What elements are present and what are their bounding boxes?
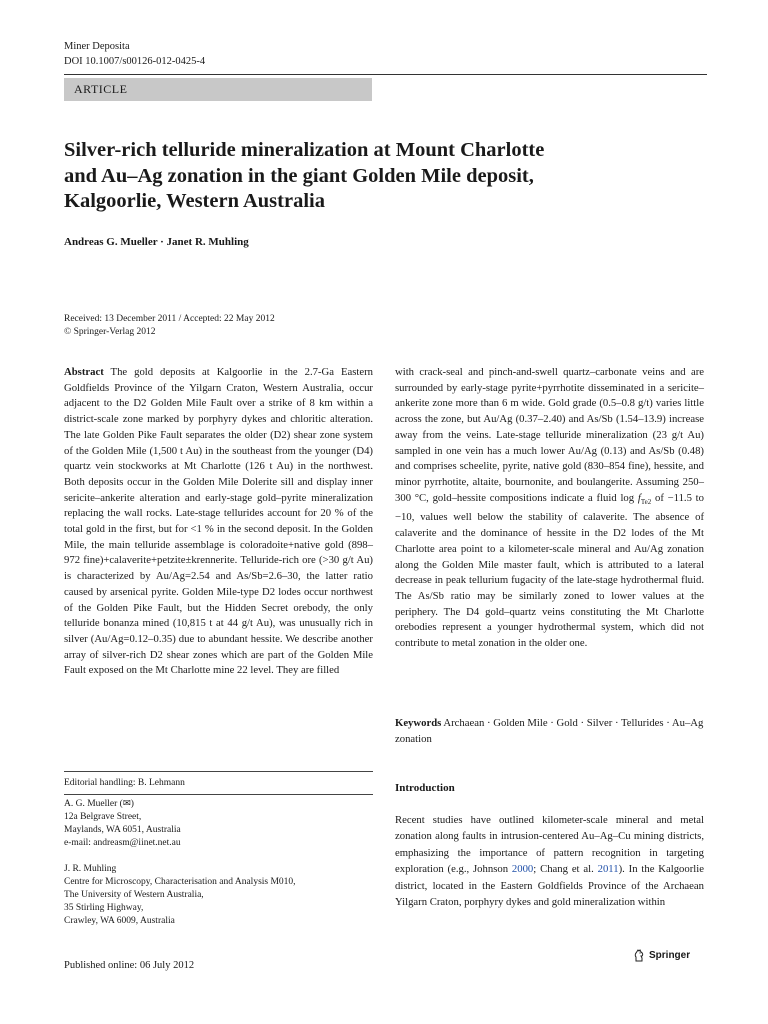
article-type-label: ARTICLE — [74, 82, 128, 96]
journal-name: Miner Deposita — [64, 41, 130, 52]
author1-email[interactable]: e-mail: andreasm@iinet.net.au — [64, 838, 181, 848]
author1-name: A. G. Mueller (✉) — [64, 799, 134, 809]
keywords-label: Keywords — [395, 717, 442, 729]
citation-link-johnson[interactable]: 2000 — [511, 863, 534, 876]
author-list: Andreas G. Mueller · Janet R. Muhling — [64, 236, 249, 248]
introduction-heading: Introduction — [395, 782, 455, 794]
abstract-text-left: The gold deposits at Kalgoorlie in the 2.7-Ga Eastern Goldfields Province of the Yilgarn Craton, Western Australia, occur adjacent to the D2 Golden Mile Fault over a strike of 8 km within a district-scale zone marked by porphyry dykes and chloritic alteration. The late Golden Pike Fault separates the older (D2) shear zone system of the Golden Mile (1,500 t Au) in the southeast from the younger (D4) quartz vein stockworks at Mt Charlotte (126 t Au) in the northwest. Both deposits occur in the Golden Mile Dolerite sill and display inner sericite–ankerite alteration and early-stage gold–pyrite mineralization replacing the wall rocks. Late-stage tellurides account for 20 % of the total gold in the first, but for <1 % in the second deposit. In the Golden Mile, the main telluride assemblage is coloradoite+native gold (898–972 fine)+calaverite+petzite±krennerite. Telluride-rich ore (>30 g/t Au) is characterized by Au/Ag=2.54 and As/Sb=2.6–30, the latter ratio caused by arsenical pyrite. Golden Mile-type D2 lodes occur northwest of the Golden Pike Fault, but the Hidden Secret orebody, the only telluride bonanza mined (10,815 t at 44 g/t Au), was unusually rich in silver (Au/Ag=0.12–0.35) due to abundant hessite. We describe another array of silver-rich D2 shear zones which are part of the Golden Mile Fault exposed on the Mt Charlotte mine 22 level. They are filled — [64, 366, 373, 677]
author1-city: Maylands, WA 6051, Australia — [64, 825, 181, 835]
author2-city: Crawley, WA 6009, Australia — [64, 916, 175, 926]
springer-knight-icon — [632, 948, 646, 962]
author1-address — [64, 798, 181, 850]
publisher-name: Springer — [649, 949, 691, 961]
doi[interactable]: DOI 10.1007/s00126-012-0425-4 — [64, 56, 206, 67]
abstract-right-column — [395, 365, 704, 652]
intro-text-3: ). In the Kalgoorlie district, located in the Eastern Goldfields Province of the Archaean Yilgarn Craton, porphyry dykes and gold mineralization within — [395, 863, 704, 909]
copyright: © Springer-Verlag 2012 — [64, 327, 156, 337]
abstract-left-column — [64, 365, 373, 679]
author2-university: The University of Western Australia, — [64, 890, 204, 900]
fugacity-subscript: Te2 — [640, 497, 652, 506]
editorial-handling: Editorial handling: B. Lehmann — [64, 778, 185, 788]
journal-header — [64, 39, 205, 69]
author1-street: 12a Belgrave Street, — [64, 812, 142, 822]
paper-title — [64, 138, 684, 215]
footnote-rule — [64, 771, 373, 772]
publication-dates — [64, 313, 275, 339]
intro-text-2: ; Chang et al. — [533, 863, 598, 876]
introduction-text — [395, 812, 704, 910]
author2-address — [64, 863, 296, 928]
affiliation-rule — [64, 794, 373, 795]
abstract-label: Abstract — [64, 366, 104, 378]
article-type-band — [64, 78, 372, 101]
author2-name: J. R. Muhling — [64, 864, 117, 874]
title-line-1: Silver-rich telluride mineralization at Mount Charlotte — [64, 139, 545, 161]
title-line-3: Kalgoorlie, Western Australia — [64, 190, 325, 212]
citation-link-chang[interactable]: 2011 — [597, 863, 619, 876]
abstract-text-right-1: with crack-seal and pinch-and-swell quartz–carbonate veins and are surrounded by early-stage pyrite+pyrrhotite disseminated in a sericite–ankerite zone more than 6 m wide. Gold grade (0.5–0.8 g/t) varies little across the zone, but Au/Ag (0.37–2.40) and As/Sb (1.54–13.9) increase away from the veins. Late-stage telluride mineralization (23 g/t Au) sampled in one vein has a much lower Au/Ag (0.13) and As/Sb (0.48) and comprises scheelite, pyrite, native gold (830–854 fine), hessite, and minor pyrrhotite, altaite, bournonite, and boulangerite. Assuming 250–300 °C, gold–hessite compositions indicate a fluid log — [395, 366, 704, 504]
keywords — [395, 715, 704, 747]
fugacity-symbol: f — [637, 491, 641, 504]
intro-text-1: Recent studies have outlined kilometer-scale mineral and metal zonation along faults in intrusion-centered Au–Ag–Cu mining districts, emphasizing the importance of pattern recognition in targeting exploration (e.g., Johnson — [395, 814, 704, 876]
received-accepted: Received: 13 December 2011 / Accepted: 22 May 2012 — [64, 314, 275, 324]
author2-street: 35 Stirling Highway, — [64, 903, 144, 913]
title-line-2: and Au–Ag zonation in the giant Golden Mile deposit, — [64, 164, 534, 187]
header-rule — [64, 74, 707, 75]
published-online: Published online: 06 July 2012 — [64, 960, 195, 971]
abstract-text-right-2: of −11.5 to −10, values well below the stability of calaverite. The absence of calaverite and the dominance of hessite in the D2 lodes of the Mt Charlotte area point to a kilometer-scale mineral and Au/Ag zonation along the Golden Mile master fault, which is attributed to a lateral decrease in peak tellurium fugacity of the late-stage hydrothermal fluid. The As/Sb ratio may be similarly zoned to lower values at the periphery. The D4 gold–quartz veins constituting the Mt Charlotte orebodies represent a younger hydrothermal system, which did not contribute to metal zonation in the older one. — [395, 491, 704, 650]
author2-dept: Centre for Microscopy, Characterisation and Analysis M010, — [64, 877, 296, 887]
keywords-text: Archaean · Golden Mile · Gold · Silver · Tellurides · Au–Ag zonation — [395, 717, 704, 745]
publisher-logo — [632, 948, 690, 962]
